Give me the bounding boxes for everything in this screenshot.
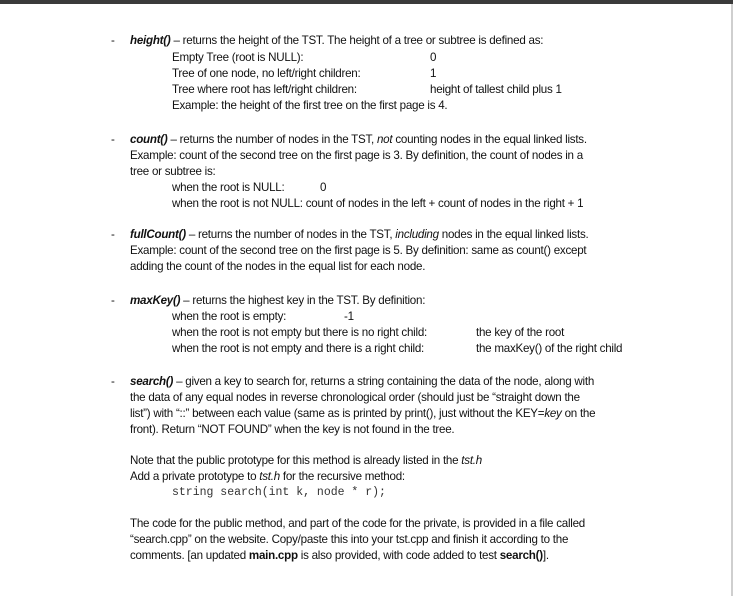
emphasis: including — [395, 228, 439, 241]
filename: tst.h — [461, 454, 482, 467]
text: comments. [an updated — [130, 549, 249, 562]
text: front). Return “NOT FOUND” when the key is not found in the tree. — [130, 423, 455, 436]
text: Example: count of the second tree on the first page is 5. By definition: same as count() except — [130, 244, 587, 257]
text: “search.cpp” on the website. Copy/paste this into your tst.cpp and finish it according to the — [130, 533, 569, 546]
def-value: -1 — [344, 310, 354, 323]
def-label: when the root is NULL: — [172, 181, 285, 194]
def-value: 1 — [430, 67, 437, 80]
emphasis: key — [544, 407, 562, 420]
def-label: when the root is empty: — [172, 310, 287, 323]
filename: tst.h — [259, 470, 280, 483]
def-value: 0 — [320, 181, 327, 194]
text: for the recursive method: — [279, 470, 405, 483]
def-label: when the root is not empty and there is a right child: — [172, 342, 425, 355]
text: is also provided, with code added to test — [297, 549, 500, 562]
method-name: height() — [130, 34, 171, 47]
text: counting nodes in the equal linked lists. — [392, 133, 587, 146]
text: – given a key to search for, returns a string containing the data of the node, along with — [173, 375, 595, 388]
method-name: fullCount() — [130, 228, 186, 241]
text: list”) with “::” between each value (same as is printed by print(), just without the KEY= — [130, 407, 545, 420]
def-label: when the root is not empty but there is no right child: — [172, 326, 427, 339]
method-name: search() — [130, 375, 174, 388]
code-prototype: string search(int k, node * r); — [172, 486, 386, 499]
method-desc: – returns the height of the TST. The height of a tree or subtree is defined as: — [170, 34, 544, 47]
text: tree or subtree is: — [130, 165, 216, 178]
text: – returns the number of nodes in the TST, — [185, 228, 396, 241]
text: Note that the public prototype for this method is already listed in the — [130, 454, 462, 467]
def-label: Tree of one node, no left/right children: — [172, 67, 361, 80]
text: nodes in the equal linked lists. — [438, 228, 589, 241]
def-value: height of tallest child plus 1 — [430, 83, 562, 96]
bullet: - — [111, 294, 115, 307]
def-value: 0 — [430, 51, 437, 64]
def-label: Empty Tree (root is NULL): — [172, 51, 304, 64]
text: the data of any equal nodes in reverse chronological order (should just be “straight down the — [130, 391, 580, 404]
bullet: - — [111, 375, 115, 388]
method-ref: search() — [499, 549, 543, 562]
def-value: the key of the root — [476, 326, 565, 339]
method-name: count() — [130, 133, 168, 146]
example-text: Example: the height of the first tree on the first page is 4. — [172, 99, 448, 112]
text: Example: count of the second tree on the first page is 3. By definition, the count of nodes in a — [130, 149, 583, 162]
bullet: - — [111, 34, 115, 47]
def-label: when the root is not NULL: count of nodes in the left + count of nodes in the right + 1 — [172, 197, 584, 210]
text: ]. — [542, 549, 549, 562]
window-top-bar — [0, 0, 733, 4]
bullet: - — [111, 228, 115, 241]
text: The code for the public method, and part of the code for the private, is provided in a file called — [130, 517, 585, 530]
text: adding the count of the nodes in the equal list for each node. — [130, 260, 426, 273]
text: on the — [561, 407, 596, 420]
text: Add a private prototype to — [130, 470, 260, 483]
text: – returns the number of nodes in the TST, — [167, 133, 377, 146]
def-label: Tree where root has left/right children: — [172, 83, 357, 96]
emphasis: not — [376, 133, 393, 146]
bullet: - — [111, 133, 115, 146]
method-desc: – returns the highest key in the TST. By definition: — [180, 294, 426, 307]
method-name: maxKey() — [130, 294, 181, 307]
filename: main.cpp — [248, 549, 298, 562]
def-value: the maxKey() of the right child — [476, 342, 623, 355]
